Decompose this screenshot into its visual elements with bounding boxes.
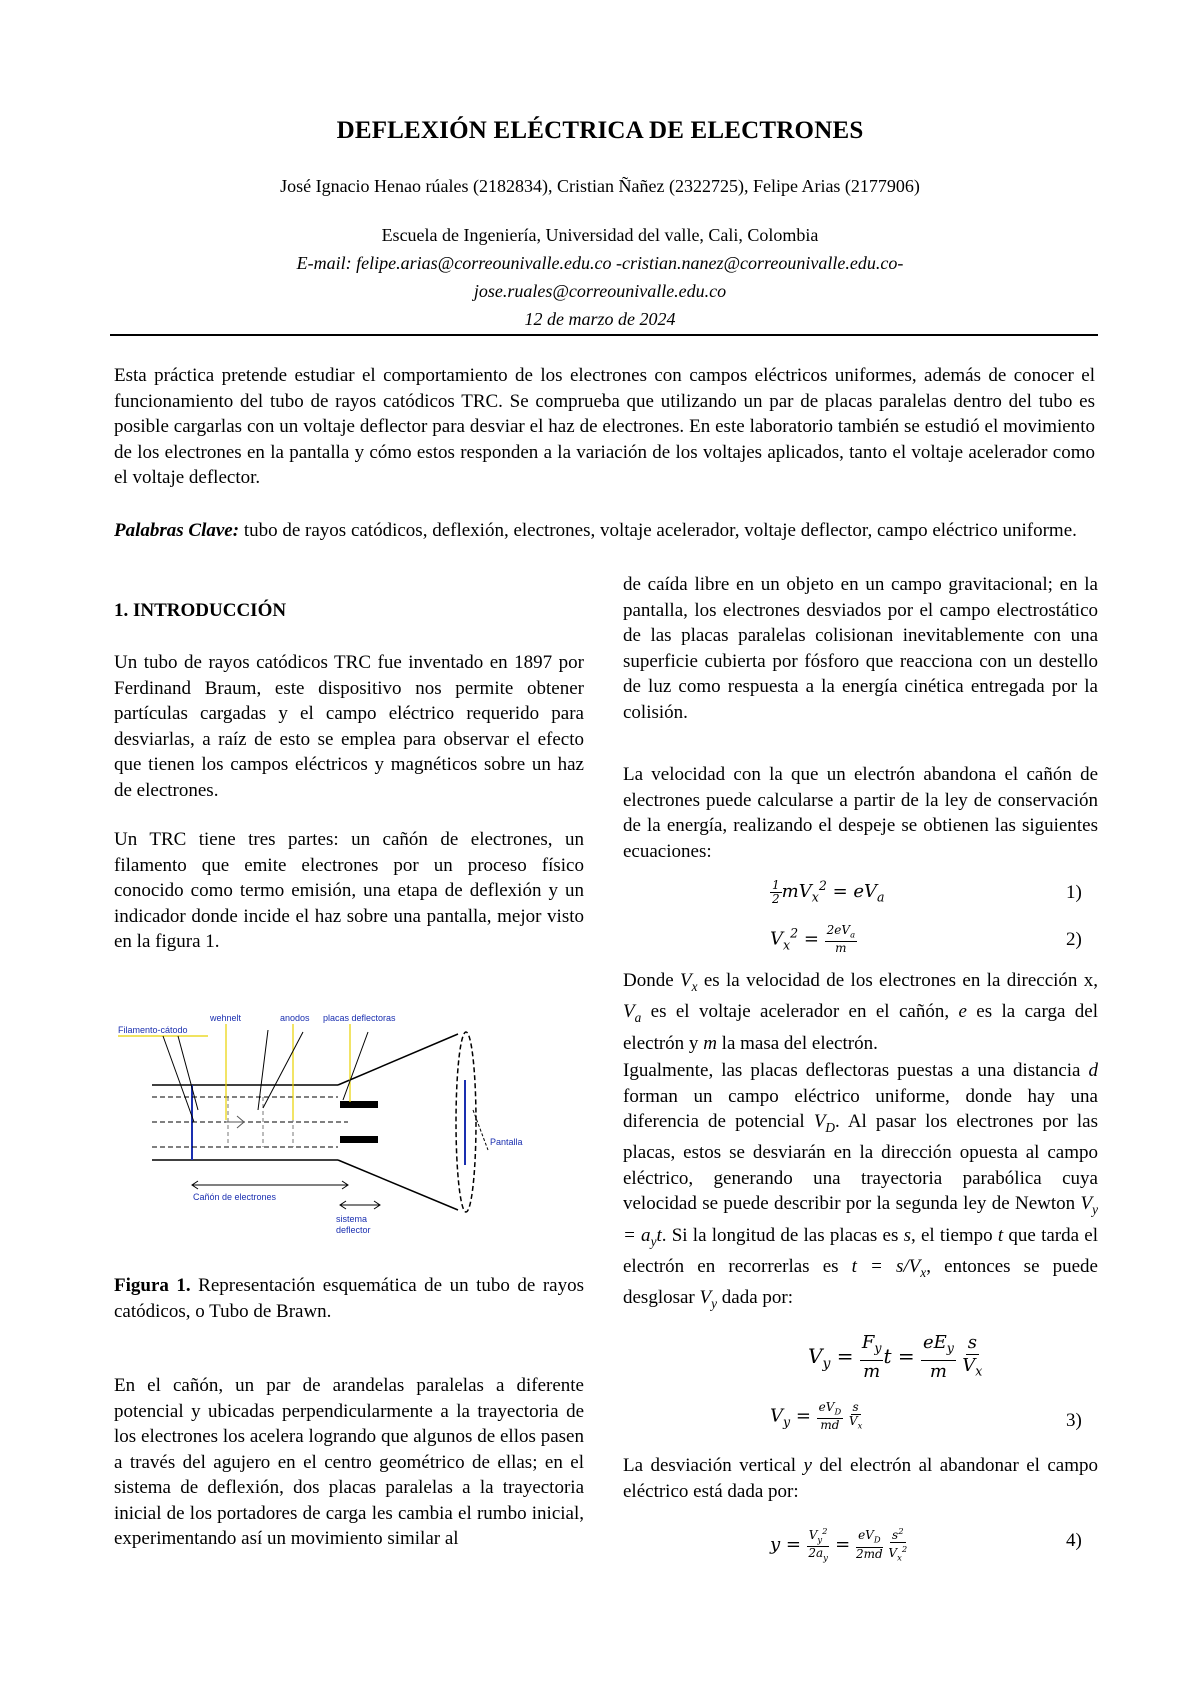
keywords-text: tubo de rayos catódicos, deflexión, electrones, voltaje acelerador, voltaje deflector, campo eléctrico uniforme. bbox=[239, 520, 1077, 541]
equation-3a: $V_y$ = $\frac{F_y}{m}$ t = $\frac{eE_y}{m}$ $\frac{s}{V_x}$ bbox=[808, 1332, 983, 1382]
label-canon: Cañón de electrones bbox=[193, 1192, 277, 1202]
label-anodos: anodos bbox=[280, 1013, 310, 1023]
equation-2: $V_x^2$ = $\frac{2eV_a}{m}$ bbox=[770, 923, 856, 956]
label-sistema-2: deflector bbox=[336, 1225, 371, 1235]
paper-title: DEFLEXIÓN ELÉCTRICA DE ELECTRONES bbox=[336, 117, 864, 144]
col2-paragraph-2: La velocidad con la que un electrón abandona el cañón de electrones puede calcularse a partir de la ley de conservación de la energía, realizando el despeje se obtienen las siguientes ecuaciones: bbox=[623, 764, 1098, 862]
figure-caption-text: Representación esquemática de un tubo de rayos catódicos, o Tubo de Brawn. bbox=[114, 1275, 584, 1322]
equation-3b: $V_y$ = $\frac{eV_D}{md}$ $\frac{s}{V_x}$ bbox=[770, 1400, 863, 1433]
col2-paragraph-4: Igualmente, las placas deflectoras puestas a una distancia d forman un campo eléctrico uniforme, donde hay una diferencia de potencial $V_D$. Al pasar los electrones por las placas, estos se desviarán en la dirección opuesta al campo eléctrico, generando una trayectoria parabólica cuya velocidad se puede describir por la segunda ley de Newton $V_y = a_yt$. Si la longitud de las placas es s, el tiempo t que tarda el electrón en recorrerlas es $t = s/V_x$, entonces se puede desglosar $V_y$ dada por: bbox=[623, 1060, 1099, 1311]
figure-caption-label: Figura 1. bbox=[114, 1275, 191, 1296]
keywords bbox=[114, 518, 1095, 544]
equation-2-number: 2) bbox=[1066, 929, 1082, 950]
label-placas: placas deflectoras bbox=[323, 1013, 396, 1023]
label-filamento: Filamento-cátodo bbox=[118, 1025, 188, 1035]
crt-diagram bbox=[118, 1010, 578, 1235]
label-wehnelt: wehnelt bbox=[210, 1013, 242, 1023]
equation-3-number: 3) bbox=[1066, 1410, 1082, 1431]
equation-1-number: 1) bbox=[1066, 882, 1082, 903]
equation-4-number: 4) bbox=[1066, 1530, 1082, 1551]
authors: José Ignacio Henao rúales (2182834), Cristian Ñañez (2322725), Felipe Arias (2177906) bbox=[280, 176, 920, 196]
equation-4: y = $\frac{V_y^2}{2a_y}$ = $\frac{eV_D}{2md}$ $\frac{s^2}{V_x^2}$ bbox=[770, 1526, 908, 1563]
abstract: Esta práctica pretende estudiar el comportamiento de los electrones con campos eléctricos uniformes, además de conocer el funcionamiento del tubo de rayos catódicos TRC. Se comprueba que utilizando un par de placas paralelas dentro del tubo es posible cargarlas con un voltaje deflector para desviar el haz de electrones. En este laboratorio también se estudió el movimiento de los electrones en la pantalla y cómo estos responden a la variación de los voltajes aplicados, tanto el voltaje acelerador como el voltaje deflector. bbox=[114, 365, 1095, 488]
figure-caption bbox=[114, 1273, 584, 1324]
label-pantalla: Pantalla bbox=[490, 1137, 523, 1147]
header-divider bbox=[110, 334, 1098, 336]
intro-paragraph-3: En el cañón, un par de arandelas paralelas a diferente potencial y ubicadas perpendicularmente a la trayectoria de los electrones los acelera logrando que algunos de ellos pasen a través del agujero en el centro geométrico de ellas; en el sistema de deflexión, dos placas paralelas a la trayectoria inicial de los portadores de carga les cambia el rumbo inicial, experimentando así un movimiento similar al bbox=[114, 1375, 584, 1549]
affiliation: Escuela de Ingeniería, Universidad del valle, Cali, Colombia bbox=[381, 225, 819, 245]
email-line-1: E-mail: felipe.arias@correounivalle.edu.co -cristian.nanez@correounivalle.edu.co- bbox=[296, 253, 904, 273]
intro-paragraph-2: Un TRC tiene tres partes: un cañón de electrones, un filamento que emite electrones por un proceso físico conocido como termo emisión, una etapa de deflexión y un indicador donde incide el haz sobre una pantalla, mejor visto en la figura 1. bbox=[114, 829, 584, 952]
col2-paragraph-1: de caída libre en un objeto en un campo gravitacional; en la pantalla, los electrones desviados por el campo electrostático de las placas paralelas colisionan inevitablemente con una superficie cubierta por fósforo que reacciona con un destello de luz como respuesta a la energía cinética entregada por la colisión. bbox=[623, 574, 1098, 723]
intro-paragraph-1: Un tubo de rayos catódicos TRC fue inventado en 1897 por Ferdinand Braum, este dispositivo nos permite obtener partículas cargadas y el campo eléctrico requerido para desviarlas, a raíz de esto se emplea para observar el efecto que tienen los campos eléctricos y magnéticos sobre un haz de electrones. bbox=[114, 652, 584, 801]
equation-1: $\frac{1}{2}$ $mV_x^2 = eV_a$ bbox=[772, 877, 885, 906]
email-line-2: jose.ruales@correounivalle.edu.co bbox=[473, 281, 727, 301]
col2-paragraph-3: Donde $V_x$ es la velocidad de los electrones en la dirección x, $V_a$ es el voltaje acelerador en el cañón, e es la carga del electrón y m la masa del electrón. bbox=[623, 970, 1099, 1054]
section-heading-introduccion: 1. INTRODUCCIÓN bbox=[114, 600, 287, 621]
col2-paragraph-5: La desviación vertical y del electrón al abandonar el campo eléctrico está dada por: bbox=[623, 1455, 1098, 1502]
label-sistema-1: sistema bbox=[336, 1214, 368, 1224]
date: 12 de marzo de 2024 bbox=[524, 309, 676, 329]
keywords-label: Palabras Clave: bbox=[114, 520, 240, 541]
